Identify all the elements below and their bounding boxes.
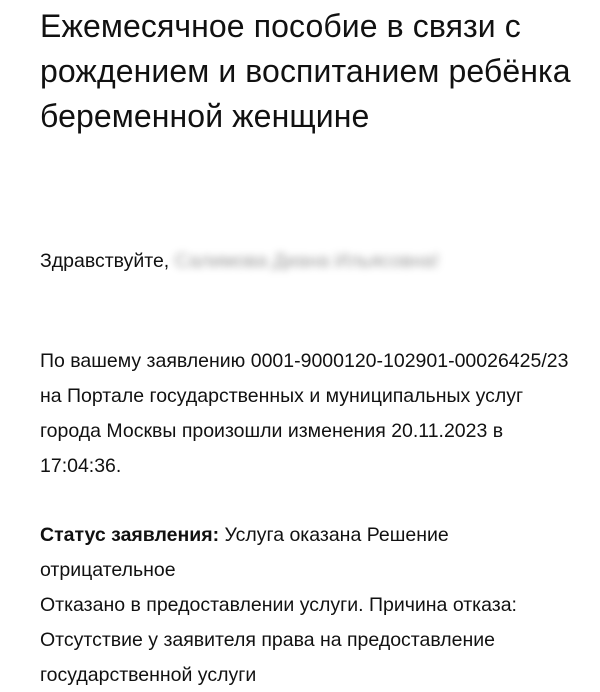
status-label: Статус заявления: [40, 524, 220, 546]
status-block [40, 518, 570, 692]
status-line [40, 518, 570, 588]
greeting-prefix: Здравствуйте, [40, 250, 175, 272]
application-change-notice: По вашему заявлению 0001-9000120-102901-00026425/23 на Портале государственных и муниципальных услуг города Москвы произошли изменения 20.11.2023 в 17:04:36. [40, 350, 569, 477]
email-title: Ежемесячное пособие в связи с рождением и воспитанием ребёнка беременной женщине [40, 8, 571, 134]
refusal-reason: Отказано в предоставлении услуги. Причина отказа: Отсутствие у заявителя права на предоставление государственной услуги [40, 594, 517, 686]
status-value: Услуга оказана Решение отрицательное [40, 524, 449, 581]
greeting-line [40, 244, 560, 279]
redacted-recipient-name: Салимова Диана Ильясовна! [174, 250, 440, 272]
